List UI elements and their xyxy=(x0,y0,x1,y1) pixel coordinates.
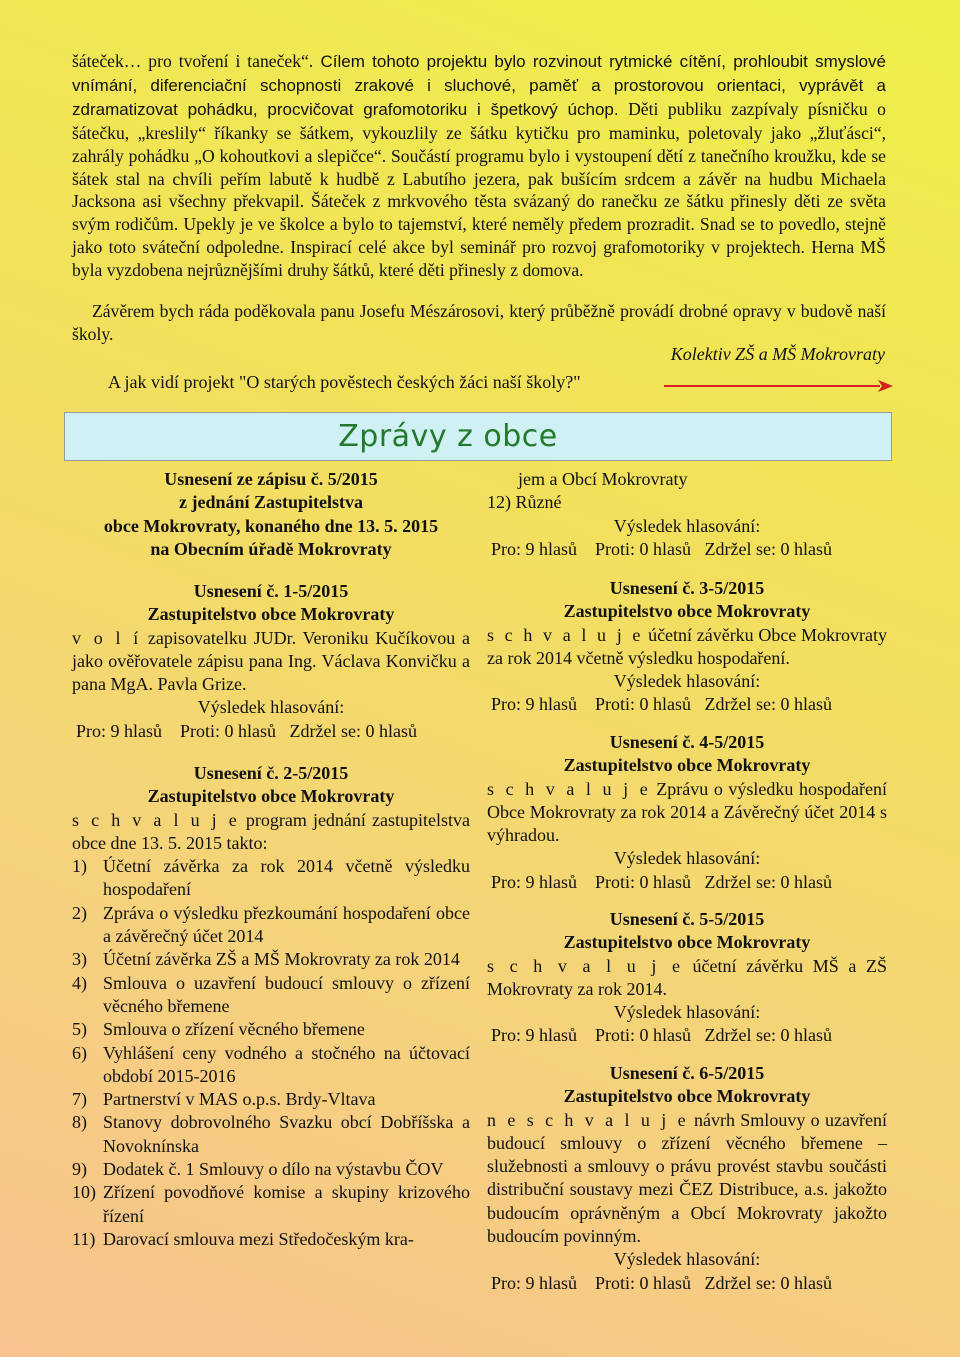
list-item: 1) Účetní závěrka za rok 2014 včetně výsledku hospodaření xyxy=(72,856,470,900)
vote-pro: Pro: 9 hlasů xyxy=(76,720,163,741)
resolution-title: Usnesení č. 1-5/2015 xyxy=(193,581,349,601)
resolution-text xyxy=(487,778,887,848)
resolution-verb: s c h v a l u j e xyxy=(487,624,644,645)
header-line: Usnesení ze zápisu č. 5/2015 xyxy=(164,469,378,489)
resolution-body: Zastupitelstvo obce Mokrovraty xyxy=(563,1086,811,1107)
resolution-1 xyxy=(72,580,470,743)
vote-result: Pro: 9 hlasů Proti: 0 hlasů Zdržel se: 0 hlasů xyxy=(491,694,832,715)
resolution-4 xyxy=(487,731,887,894)
minutes-header xyxy=(72,468,470,561)
resolution-title: Usnesení č. 4-5/2015 xyxy=(609,732,765,752)
resolution-5 xyxy=(487,908,887,1048)
vote-label: Výsledek hlasování: xyxy=(613,1002,761,1023)
list-item: 7) Partnerství v MAS o.p.s. Brdy-Vltava xyxy=(72,1089,376,1110)
resolution-detail: účetní závěrku MŠ a ZŠ Mokrovraty za rok 2014. xyxy=(487,955,887,999)
teaser-question: A jak vidí projekt "O starých pověstech českých žáci naší školy?" xyxy=(108,372,581,392)
article-text: Součástí programu bylo i vystoupení dětí z tanečního kroužku, kde se šátek stal na chvíli peřím labutě k hudbě z Labutího jezera, pak bušícím srdcem a závěr na hudbu Michaela Jacksona asi všechny překvapil. Šáteček z mrkvového těsta svázaný do ranečku ze šátku přinesly děti ze světa svým rodičům. Upekly je ve školce a bylo to tajemství, které neměly předem prozradit. Snad se to povedlo, stejně jako toto sváteční odpoledne. Inspirací celé akce byl seminář pro rozvoj grafomotoriky v projektech. Herna MŠ byla vyzdobena nejrůznějšími druhy šátků, které děti přinesly z domova. xyxy=(72,145,886,281)
list-item: 5) Smlouva o zřízení věcného břemene xyxy=(72,1019,365,1040)
vote-label: Výsledek hlasování: xyxy=(613,1249,761,1270)
vote-result: Pro: 9 hlasů Proti: 0 hlasů Zdržel se: 0 hlasů xyxy=(491,1272,832,1293)
section-banner xyxy=(64,412,892,461)
header-line: z jednání Zastupitelstva xyxy=(178,492,364,513)
closing-paragraph: Závěrem bych ráda poděkovala panu Josefu Mészárosovi, který průběžně provádí drobné opravy v budově naší školy. xyxy=(72,301,886,344)
resolution-body: Zastupitelstvo obce Mokrovraty xyxy=(563,601,811,622)
resolution-text xyxy=(487,1109,887,1249)
list-item: 3) Účetní závěrka ZŠ a MŠ Mokrovraty za rok 2014 xyxy=(72,949,460,970)
resolution-title: Usnesení č. 3-5/2015 xyxy=(609,578,765,598)
article-text: Cílem tohoto projektu bylo rozvinout rytmické cítění, prohloubit smyslové vnímání, diferenciační schopnosti zrakové i sluchové, paměť a prostorovou orientaci, vyprávět a zdramatizovat pohádku, procvičovat grafomotoriku i špetkový úchop. xyxy=(72,52,887,119)
resolution-6 xyxy=(487,1062,887,1295)
list-item: 9) Dodatek č. 1 Smlouvy o dílo na výstavbu ČOV xyxy=(72,1159,444,1180)
resolution-text xyxy=(72,809,470,856)
resolution-detail: program jednání zastupitelstva obce dne 13. 5. 2015 takto: xyxy=(72,809,470,853)
list-item: 10) Zřízení povodňové komise a skupiny krizového řízení xyxy=(72,1182,470,1226)
resolution-detail: Zprávu o výsledku hospodaření Obce Mokrovraty za rok 2014 a Závěrečný účet 2014 s výhradou. xyxy=(487,778,887,846)
resolution-3 xyxy=(487,577,887,717)
resolution-body: Zastupitelstvo obce Mokrovraty xyxy=(563,932,811,953)
arrow-right-icon xyxy=(662,378,894,394)
vote-result: Pro: 9 hlasů Proti: 0 hlasů Zdržel se: 0 hlasů xyxy=(491,871,832,892)
resolution-verb: v o l í xyxy=(72,627,142,648)
resolution-verb: s c h v a l u j e xyxy=(487,778,651,799)
list-item: 2) Zpráva o výsledku přezkoumání hospodaření obce a závěrečný účet 2014 xyxy=(72,902,470,947)
list-item: 4) Smlouva o uzavření budoucí smlouvy o zřízení věcného břemene xyxy=(72,972,470,1016)
vote-label: Výsledek hlasování: xyxy=(197,697,345,718)
list-item: 12) Různé xyxy=(487,492,562,513)
resolution-title: Usnesení č. 2-5/2015 xyxy=(193,763,349,783)
vote-proti: Proti: 0 hlasů xyxy=(180,720,277,741)
article-paragraph xyxy=(72,50,886,282)
resolution-text xyxy=(487,624,887,671)
resolution-detail: účetní závěrku Obce Mokrovraty za rok 2014 včetně výsledku hospodaření. xyxy=(487,624,887,668)
resolution-verb: s c h v a l u j e xyxy=(487,955,683,976)
article-text: šáteček… pro tvoření i taneček“. xyxy=(72,51,314,71)
vote-label: Výsledek hlasování: xyxy=(613,671,761,692)
agenda-continuation xyxy=(487,468,887,561)
resolution-title: Usnesení č. 5-5/2015 xyxy=(609,909,765,929)
list-item: 8) Stanovy dobrovolného Svazku obcí Dobříšska a Novoknínska xyxy=(72,1112,470,1156)
vote-label: Výsledek hlasování: xyxy=(613,515,761,536)
header-line: obce Mokrovraty, konaného dne 13. 5. 2015 xyxy=(103,515,439,536)
resolution-2 xyxy=(72,762,470,1251)
left-column xyxy=(72,468,470,561)
vote-abstain: Zdržel se: 0 hlasů xyxy=(289,720,417,741)
list-item: 6) Vyhlášení ceny vodného a stočného na účtovací období 2015-2016 xyxy=(72,1042,470,1086)
resolution-detail: zapisovatelku JUDr. Veroniku Kučíkovou a jako ověřovatele zápisu pana Ing. Václava Konvičku a pana MgA. Pavla Grize. xyxy=(72,627,470,695)
resolution-body: Zastupitelstvo obce Mokrovraty xyxy=(563,755,811,776)
vote-result xyxy=(72,720,470,743)
resolution-verb: s c h v a l u j e xyxy=(72,809,240,830)
resolution-body: Zastupitelstvo obce Mokrovraty xyxy=(147,604,395,625)
resolution-detail: návrh Smlouvy o uzavření budoucí smlouvy o zřízení věcného břemene – služebnosti a smlouvy o právu provést stavbu součásti distribuční soustavy mezi ČEZ Distribuce, a.s. jakožto budoucím oprávněným a Obcí Mokrovraty jakožto budoucím povinným. xyxy=(487,1109,887,1247)
resolution-body: Zastupitelstvo obce Mokrovraty xyxy=(147,786,395,807)
agenda-list xyxy=(72,855,470,1251)
resolution-title: Usnesení č. 6-5/2015 xyxy=(609,1063,765,1083)
resolution-text xyxy=(487,955,887,1002)
resolution-text xyxy=(72,627,470,697)
article-signature: Kolektiv ZŠ a MŠ Mokrovraty xyxy=(670,344,885,364)
vote-label: Výsledek hlasování: xyxy=(613,848,761,869)
article-text: Děti publiku zazpívaly písničku o šátečku, „kreslily“ říkanky se šátkem, vykouzlily ze šátku kytičku pro maminku, poletovaly jako „žluťásci“, zahrály pohádku „O kohoutkovi a slepičce“. xyxy=(72,98,886,166)
list-item: 11) Darovací smlouva mezi Středočeským kra- xyxy=(72,1228,414,1249)
section-title: Zprávy z obce xyxy=(338,419,558,454)
vote-result: Pro: 9 hlasů Proti: 0 hlasů Zdržel se: 0 hlasů xyxy=(491,1025,832,1046)
vote-result: Pro: 9 hlasů Proti: 0 hlasů Zdržel se: 0 hlasů xyxy=(491,538,832,559)
list-item-continuation: jem a Obcí Mokrovraty xyxy=(518,469,688,489)
header-line: na Obecním úřadě Mokrovraty xyxy=(150,538,392,559)
resolution-verb: n e s c h v a l u j e xyxy=(487,1109,689,1130)
